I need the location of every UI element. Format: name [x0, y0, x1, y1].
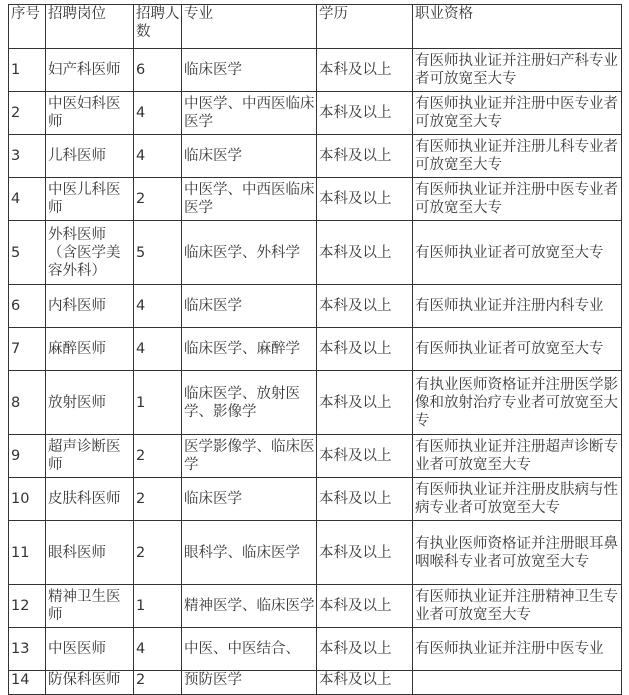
cell-no: 8 — [9, 371, 46, 435]
cell-post: 精神卫生医师 — [46, 585, 134, 628]
cell-edu: 本科及以上 — [317, 92, 413, 135]
cell-edu: 本科及以上 — [317, 435, 413, 478]
cell-edu: 本科及以上 — [317, 49, 413, 92]
cell-major: 临床医学 — [182, 135, 317, 178]
recruitment-table — [8, 4, 622, 695]
cell-qual: 有执业医师资格证并注册医学影像和放射治疗专业者可放宽至大专 — [413, 371, 622, 435]
cell-count: 6 — [134, 49, 182, 92]
header-cell-major: 专业 — [182, 5, 317, 49]
cell-post: 内科医师 — [46, 285, 134, 328]
header-cell-no: 序号 — [9, 5, 46, 49]
cell-post: 放射医师 — [46, 371, 134, 435]
cell-major: 中医学、中西医临床医学 — [182, 178, 317, 221]
cell-count: 1 — [134, 371, 182, 435]
cell-major: 预防医学 — [182, 671, 317, 695]
cell-edu: 本科及以上 — [317, 285, 413, 328]
cell-edu: 本科及以上 — [317, 671, 413, 695]
cell-post: 外科医师（含医学美容外科） — [46, 221, 134, 285]
cell-post: 儿科医师 — [46, 135, 134, 178]
cell-post: 妇产科医师 — [46, 49, 134, 92]
cell-count: 1 — [134, 585, 182, 628]
cell-qual: 有执业医师资格证并注册眼耳鼻咽喉科专业者可放宽至大专 — [413, 521, 622, 585]
cell-major: 精神医学、临床医学 — [182, 585, 317, 628]
cell-no: 4 — [9, 178, 46, 221]
cell-no: 3 — [9, 135, 46, 178]
cell-count: 4 — [134, 92, 182, 135]
header-cell-edu: 学历 — [317, 5, 413, 49]
cell-count: 4 — [134, 628, 182, 671]
table-row — [9, 628, 622, 671]
cell-count: 4 — [134, 285, 182, 328]
cell-edu: 本科及以上 — [317, 135, 413, 178]
cell-count: 4 — [134, 135, 182, 178]
cell-major: 临床医学、放射医学、影像学 — [182, 371, 317, 435]
table-row — [9, 49, 622, 92]
cell-post: 皮肤科医师 — [46, 478, 134, 521]
cell-qual: 有医师执业证并注册妇产科专业者可放宽至大专 — [413, 49, 622, 92]
cell-post: 中医儿科医师 — [46, 178, 134, 221]
cell-no: 10 — [9, 478, 46, 521]
cell-post: 超声诊断医师 — [46, 435, 134, 478]
cell-major: 临床医学、麻醉学 — [182, 328, 317, 371]
cell-no: 11 — [9, 521, 46, 585]
cell-edu: 本科及以上 — [317, 628, 413, 671]
cell-no: 12 — [9, 585, 46, 628]
cell-qual: 有医师执业证并注册中医专业者可放宽至大专 — [413, 92, 622, 135]
cell-qual — [413, 671, 622, 695]
table-row — [9, 285, 622, 328]
cell-post: 中医医师 — [46, 628, 134, 671]
cell-major: 中医学、中西医临床医学 — [182, 92, 317, 135]
cell-major: 眼科学、临床医学 — [182, 521, 317, 585]
cell-qual: 有医师执业证并注册中医专业者可放宽至大专 — [413, 178, 622, 221]
cell-count: 2 — [134, 521, 182, 585]
cell-count: 2 — [134, 435, 182, 478]
table-row — [9, 435, 622, 478]
cell-qual: 有医师执业证并注册皮肤病与性病专业者可放宽至大专 — [413, 478, 622, 521]
header-cell-qual: 职业资格 — [413, 5, 622, 49]
cell-post: 眼科医师 — [46, 521, 134, 585]
table-row — [9, 92, 622, 135]
cell-qual: 有医师执业证并注册儿科专业者可放宽至大专 — [413, 135, 622, 178]
header-cell-post: 招聘岗位 — [46, 5, 134, 49]
cell-edu: 本科及以上 — [317, 521, 413, 585]
table-row — [9, 178, 622, 221]
cell-no: 1 — [9, 49, 46, 92]
table-row — [9, 478, 622, 521]
cell-qual: 有医师执业证并注册超声诊断专业者可放宽至大专 — [413, 435, 622, 478]
cell-major: 临床医学、外科学 — [182, 221, 317, 285]
cell-no: 7 — [9, 328, 46, 371]
table-row — [9, 135, 622, 178]
table-row — [9, 585, 622, 628]
header-row — [9, 5, 622, 49]
cell-no: 14 — [9, 671, 46, 695]
table-row — [9, 521, 622, 585]
cell-edu: 本科及以上 — [317, 478, 413, 521]
cell-count: 2 — [134, 671, 182, 695]
cell-edu: 本科及以上 — [317, 371, 413, 435]
table-row — [9, 671, 622, 695]
cell-edu: 本科及以上 — [317, 178, 413, 221]
cell-major: 临床医学 — [182, 49, 317, 92]
cell-count: 4 — [134, 328, 182, 371]
cell-qual: 有医师执业证者可放宽至大专 — [413, 221, 622, 285]
cell-major: 中医、中医结合、 — [182, 628, 317, 671]
cell-post: 中医妇科医师 — [46, 92, 134, 135]
table-row — [9, 371, 622, 435]
cell-qual: 有医师执业证并注册精神卫生专业者可放宽至大专 — [413, 585, 622, 628]
cell-major: 临床医学 — [182, 478, 317, 521]
cell-post: 防保科医师 — [46, 671, 134, 695]
cell-qual: 有医师执业证者可放宽至大专 — [413, 328, 622, 371]
cell-no: 13 — [9, 628, 46, 671]
cell-qual: 有医师执业证并注册中医专业 — [413, 628, 622, 671]
table-row — [9, 221, 622, 285]
cell-no: 2 — [9, 92, 46, 135]
cell-no: 9 — [9, 435, 46, 478]
cell-no: 5 — [9, 221, 46, 285]
header-cell-count: 招聘人数 — [134, 5, 182, 49]
cell-count: 2 — [134, 478, 182, 521]
cell-no: 6 — [9, 285, 46, 328]
cell-major: 临床医学 — [182, 285, 317, 328]
cell-count: 2 — [134, 178, 182, 221]
cell-edu: 本科及以上 — [317, 221, 413, 285]
cell-post: 麻醉医师 — [46, 328, 134, 371]
cell-edu: 本科及以上 — [317, 328, 413, 371]
cell-count: 5 — [134, 221, 182, 285]
cell-edu: 本科及以上 — [317, 585, 413, 628]
cell-major: 医学影像学、临床医学 — [182, 435, 317, 478]
cell-qual: 有医师执业证并注册内科专业 — [413, 285, 622, 328]
table-row — [9, 328, 622, 371]
